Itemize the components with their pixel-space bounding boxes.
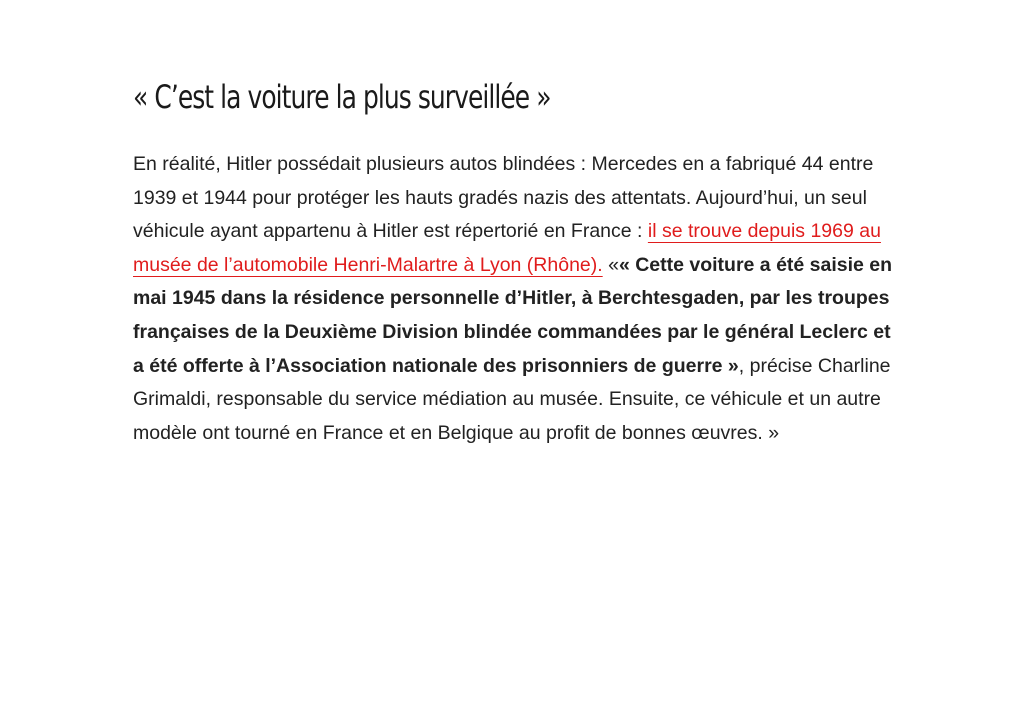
article (133, 72, 903, 450)
article-heading: « C’est la voiture la plus surveillée » (133, 78, 551, 116)
museum-link[interactable]: il se trouve depuis 1969 au musée de l’automobile Henri-Malartre à Lyon (Rhône). (133, 220, 881, 276)
paragraph-bold-quote: « Cette voiture a été saisie en mai 1945 dans la résidence personnelle d’Hitler, à Berchtesgaden, par les troupes françaises de la Deuxième Division blindée commandées par le général Leclerc et a été offerte à l’Association nationale des prisonniers de guerre » (133, 253, 893, 377)
article-paragraph (133, 148, 903, 450)
paragraph-text-intro: En réalité, Hitler possédait plusieurs autos blindées : Mercedes en a fabriqué 44 entre 1939 et 1944 pour protéger les hauts gradés nazis des attentats. Aujourd’hui, un seul véhicule ayant appartenu à Hitler est répertorié en France : (133, 153, 874, 243)
paragraph-text-quote-open: « (602, 253, 619, 276)
paragraph-text-end: , précise Charline Grimaldi, responsable du service médiation au musée. Ensuite, ce véhicule et un autre modèle ont tourné en France et en Belgique au profit de bonnes œuvres. » (133, 354, 891, 444)
